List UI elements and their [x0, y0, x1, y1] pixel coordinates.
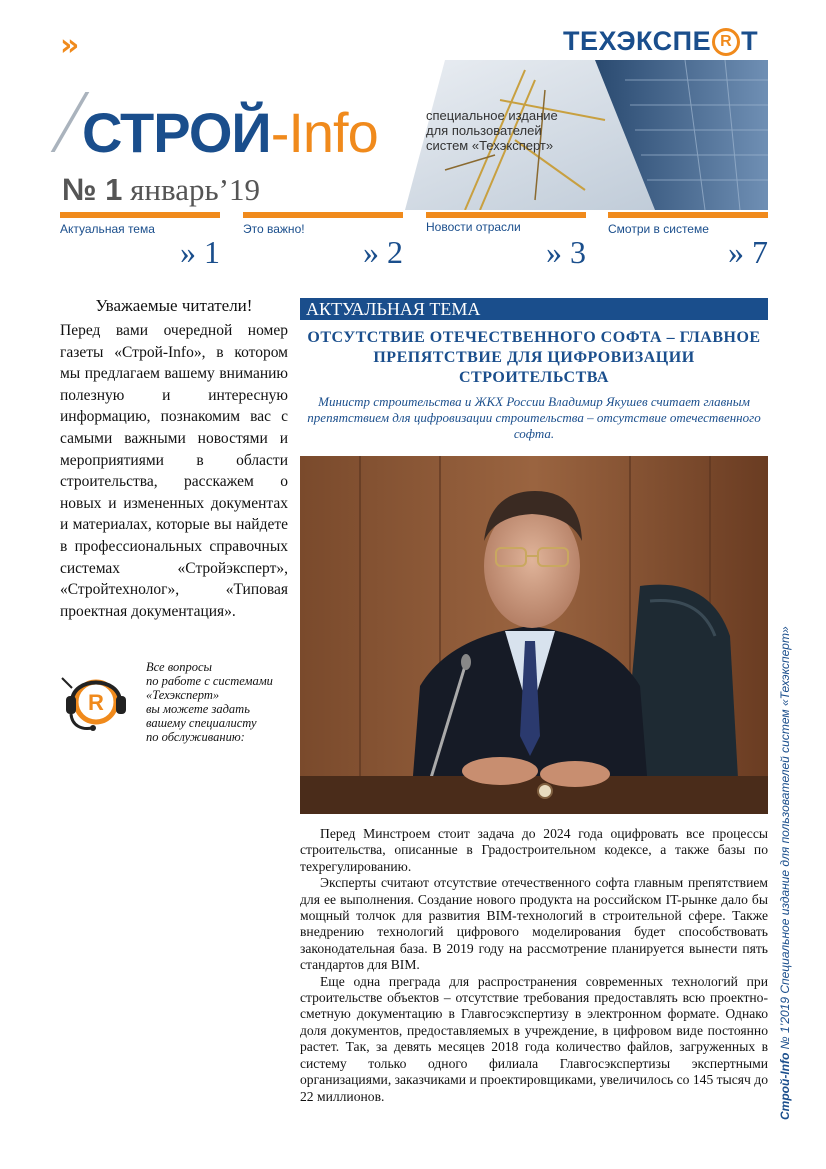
nav-label: Смотри в системе [608, 222, 709, 236]
support-line: по обслуживанию: [146, 730, 245, 744]
nav-item-actual-topic[interactable] [60, 212, 220, 272]
nav-bar [608, 212, 768, 218]
brand-text-right: Т [741, 26, 759, 56]
vertical-note-rest: № 1’2019 Специальное издание для пользователей систем «Техэксперт» [778, 626, 792, 1053]
nav-page: » 3 [546, 234, 586, 270]
support-line: «Техэксперт» [146, 688, 220, 702]
nav-page: » 7 [728, 234, 768, 270]
brand-mark: R [712, 28, 740, 56]
nav-page: » 2 [363, 234, 403, 270]
vertical-edition-note [770, 600, 800, 1120]
article-body [300, 826, 768, 1105]
tagline [426, 108, 586, 153]
support-line: вашему специалисту [146, 716, 257, 730]
support-line: Все вопросы [146, 660, 212, 674]
article-paragraph: Эксперты считают отсутствие отечественного софта главным препятствием для ее выполнения. Создание нового продукта на российском IT-рынке дало бы мощный толчок для развития BIM-технологий в строительной сфере. Также внедрению технологий цифрового моделирования будет способствовать законодательная база. В 2019 году на рассмотрение планируется вынести пять стандартов для BIM. [300, 875, 768, 973]
nav-bar [60, 212, 220, 218]
support-line: по работе с системами [146, 674, 273, 688]
support-line: вы можете задать [146, 702, 250, 716]
header-chevrons: » [60, 28, 76, 63]
techexpert-logo [563, 26, 758, 57]
masthead-info: -Info [270, 101, 378, 164]
intro-text: Перед вами очередной номер газеты «Строй-Info», в котором мы предлагаем вашему вниманию полезную и интересную информацию, познакомим вас с самыми важными новостями и мероприятиями в области строительства, расскажем о новых и измененных документах и материалах, которые вы найдете в профессиональных справочных системах «Стройэксперт», «Стройтехнолог», «Типовая проектная документация». [60, 322, 288, 620]
nav-item-important[interactable] [243, 212, 403, 272]
nav-item-industry-news[interactable] [426, 212, 586, 272]
svg-text:R: R [88, 690, 104, 715]
brand-text-left: ТЕХЭКСПЕ [563, 26, 712, 56]
nav-item-see-in-system[interactable] [608, 212, 768, 272]
issue-date: январь’19 [130, 172, 260, 207]
tagline-line: систем «Техэксперт» [426, 138, 554, 153]
masthead-title [82, 100, 378, 165]
tagline-line: для пользователей [426, 123, 542, 138]
minister-photo [300, 456, 768, 814]
nav-bar [426, 212, 586, 218]
headset-icon [58, 658, 138, 738]
tagline-line: специальное издание [426, 108, 558, 123]
nav-bar [243, 212, 403, 218]
vertical-note-bold: Строй-Info [778, 1052, 792, 1120]
article-paragraph: Еще одна преграда для распространения современных технологий при строительстве объектов – отсутствие требования предоставлять всю проектно-сметную документацию в Главгосэкспертизу в электронном формате. Однако доля документов, предоставляемых в учреждение, в цифровом виде постоянно растет. Так, за девять месяцев 2018 года количество файлов, загруженных в систему только одного филиала Главгосэкспертизы экспертными организациями, заказчиками и проектировщиками, увеличилось со 145 тысяч до 22 миллионов. [300, 973, 768, 1104]
article-paragraph: Перед Минстроем стоит задача до 2024 года оцифровать все процессы строительства, описанные в Градостроительном кодексе, а также базы по техрегулированию. [300, 826, 768, 874]
support-text [146, 660, 296, 744]
article-headline: ОТСУТСТВИЕ ОТЕЧЕСТВЕННОГО СОФТА – ГЛАВНОЕ ПРЕПЯТСТВИЕ ДЛЯ ЦИФРОВИЗАЦИИ СТРОИТЕЛЬСТВА [307, 329, 761, 386]
masthead-main: СТРОЙ [82, 101, 271, 164]
issue-number: № 1 [62, 172, 123, 207]
article-lead: Министр строительства и ЖКХ России Владимир Якушев считает главным препятствием для цифровизации строительства – отсутствие отечественного софта. [307, 394, 761, 441]
nav-label: Это важно! [243, 222, 305, 236]
nav-page: » 1 [180, 234, 220, 270]
greeting-heading: Уважаемые читатели! [95, 296, 253, 315]
vertical-note-text [778, 626, 792, 1120]
nav-label: Новости отрасли [426, 220, 521, 234]
section-title: АКТУАЛЬНАЯ ТЕМА [300, 298, 768, 320]
issue-info [62, 172, 260, 208]
nav-label: Актуальная тема [60, 222, 155, 236]
